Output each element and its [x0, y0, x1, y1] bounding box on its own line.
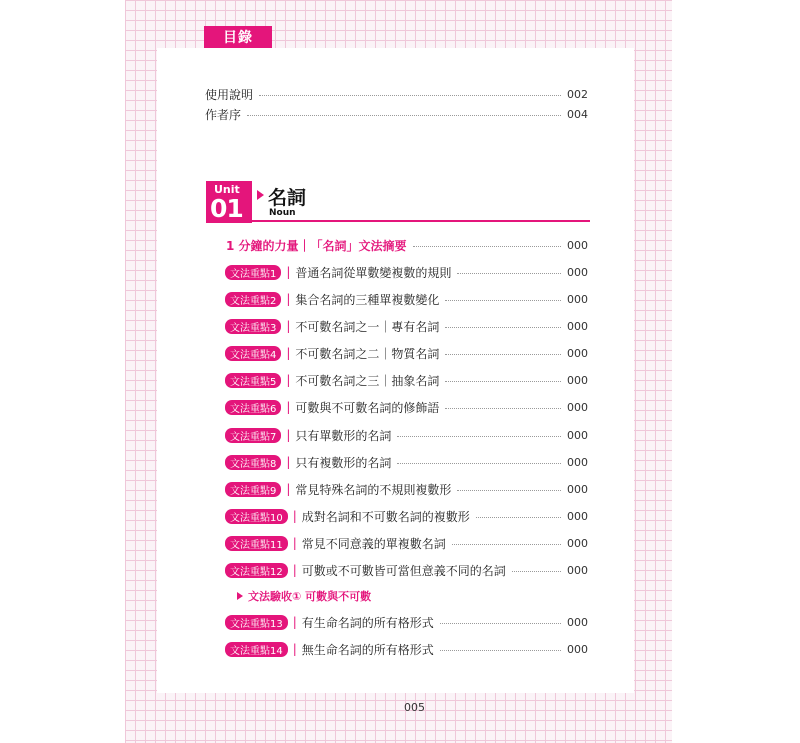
unit-word: Unit — [214, 183, 240, 196]
toc-entry-summary[interactable] — [226, 236, 588, 254]
toc-entry-page: 000 — [567, 265, 588, 279]
toc-entry-label: 不可數名詞之三｜抽象名詞 — [295, 373, 440, 388]
leader-dots — [445, 408, 561, 409]
toc-entry-label: 1 分鐘的力量｜「名詞」文法摘要 — [226, 238, 407, 253]
unit-badge — [206, 181, 252, 223]
toc-entry-label: 不可數名詞之一｜專有名詞 — [295, 319, 440, 334]
toc-entry-point[interactable] — [225, 561, 588, 579]
point-badge: 文法重點10 — [225, 509, 288, 524]
leader-dots — [452, 544, 561, 545]
toc-entry-label: 成對名詞和不可數名詞的複數形 — [301, 509, 470, 524]
toc-entry-point[interactable] — [225, 398, 588, 416]
point-badge: 文法重點7 — [225, 428, 281, 443]
separator: | — [292, 536, 297, 550]
toc-entry-page: 000 — [567, 482, 588, 496]
toc-entry-page: 000 — [567, 400, 588, 414]
toc-entry-page: 000 — [567, 292, 588, 306]
toc-entry-page: 000 — [567, 642, 588, 656]
toc-entry-page: 000 — [567, 563, 588, 577]
toc-entry-usage[interactable] — [205, 85, 588, 103]
unit-subtitle: Noun — [269, 208, 296, 218]
toc-entry-page: 000 — [567, 615, 588, 629]
toc-entry-page: 000 — [567, 536, 588, 550]
point-badge: 文法重點4 — [225, 346, 281, 361]
leader-dots — [445, 327, 561, 328]
point-badge: 文法重點3 — [225, 319, 281, 334]
separator: | — [292, 563, 297, 577]
leader-dots — [445, 300, 561, 301]
separator: | — [286, 455, 291, 469]
toc-tab: 目錄 — [204, 26, 272, 48]
toc-entry-point[interactable] — [225, 263, 588, 281]
point-badge: 文法重點1 — [225, 265, 281, 280]
toc-entry-point[interactable] — [225, 613, 588, 631]
toc-entry-label: 有生命名詞的所有格形式 — [301, 615, 434, 630]
toc-entry-point[interactable] — [225, 317, 588, 335]
unit-divider — [252, 220, 590, 222]
separator: | — [286, 373, 291, 387]
toc-entry-page: 000 — [567, 238, 588, 252]
point-badge: 文法重點5 — [225, 373, 281, 388]
separator: | — [286, 346, 291, 360]
toc-entry-label: 普通名詞從單數變複數的規則 — [295, 265, 452, 280]
toc-entry-page: 002 — [567, 87, 588, 101]
toc-entry-label: 使用說明 — [205, 87, 254, 102]
leader-dots — [457, 490, 561, 491]
separator: | — [286, 400, 291, 414]
point-badge: 文法重點2 — [225, 292, 281, 307]
separator: | — [286, 482, 291, 496]
page-number: 005 — [404, 701, 425, 714]
separator: | — [292, 509, 297, 523]
toc-entry-page: 000 — [567, 319, 588, 333]
separator: | — [286, 292, 291, 306]
point-badge: 文法重點11 — [225, 536, 288, 551]
leader-dots — [457, 273, 561, 274]
toc-entry-point[interactable] — [225, 480, 588, 498]
separator: | — [286, 428, 291, 442]
triangle-icon — [237, 592, 243, 600]
point-badge: 文法重點13 — [225, 615, 288, 630]
toc-entry-label: 常見特殊名詞的不規則複數形 — [295, 482, 452, 497]
triangle-icon — [257, 190, 264, 200]
toc-entry-preface[interactable] — [205, 105, 588, 123]
toc-entry-page: 000 — [567, 509, 588, 523]
leader-dots — [440, 623, 561, 624]
toc-entry-page: 000 — [567, 373, 588, 387]
leader-dots — [445, 354, 561, 355]
toc-entry-point[interactable] — [225, 534, 588, 552]
point-badge: 文法重點9 — [225, 482, 281, 497]
toc-entry-label: 常見不同意義的單複數名詞 — [301, 536, 446, 551]
toc-entry-page: 000 — [567, 428, 588, 442]
separator: | — [292, 615, 297, 629]
toc-entry-label: 可數或不可數皆可當但意義不同的名詞 — [301, 563, 506, 578]
separator: | — [292, 642, 297, 656]
toc-entry-point[interactable] — [225, 640, 588, 658]
toc-entry-label: 只有單數形的名詞 — [295, 428, 392, 443]
toc-entry-label: 不可數名詞之二｜物質名詞 — [295, 346, 440, 361]
unit-number: 01 — [210, 194, 243, 223]
toc-entry-point[interactable] — [225, 426, 588, 444]
point-badge: 文法重點6 — [225, 400, 281, 415]
toc-entry-point[interactable] — [225, 371, 588, 389]
toc-entry-page: 000 — [567, 346, 588, 360]
toc-entry-point[interactable] — [225, 290, 588, 308]
leader-dots — [476, 517, 561, 518]
unit-title: 名詞 — [268, 187, 307, 209]
toc-entry-label: 集合名詞的三種單複數變化 — [295, 292, 440, 307]
leader-dots — [397, 436, 561, 437]
point-badge: 文法重點8 — [225, 455, 281, 470]
separator: | — [286, 265, 291, 279]
separator: | — [286, 319, 291, 333]
toc-entry-point[interactable] — [225, 344, 588, 362]
toc-entry-page: 004 — [567, 107, 588, 121]
leader-dots — [512, 571, 561, 572]
toc-entry-review[interactable] — [237, 588, 371, 604]
point-badge: 文法重點12 — [225, 563, 288, 578]
point-badge: 文法重點14 — [225, 642, 288, 657]
leader-dots — [259, 95, 561, 96]
toc-entry-point[interactable] — [225, 453, 588, 471]
toc-entry-page: 000 — [567, 455, 588, 469]
toc-entry-point[interactable] — [225, 507, 588, 525]
toc-entry-label: 無生命名詞的所有格形式 — [301, 642, 434, 657]
toc-entry-label: 可數與不可數名詞的修飾語 — [295, 400, 440, 415]
leader-dots — [413, 246, 561, 247]
toc-entry-label: 文法驗收① 可數與不可數 — [248, 590, 372, 603]
toc-entry-label: 作者序 — [205, 107, 242, 122]
leader-dots — [397, 463, 561, 464]
leader-dots — [440, 650, 561, 651]
leader-dots — [247, 115, 561, 116]
toc-entry-label: 只有複數形的名詞 — [295, 455, 392, 470]
leader-dots — [445, 381, 561, 382]
